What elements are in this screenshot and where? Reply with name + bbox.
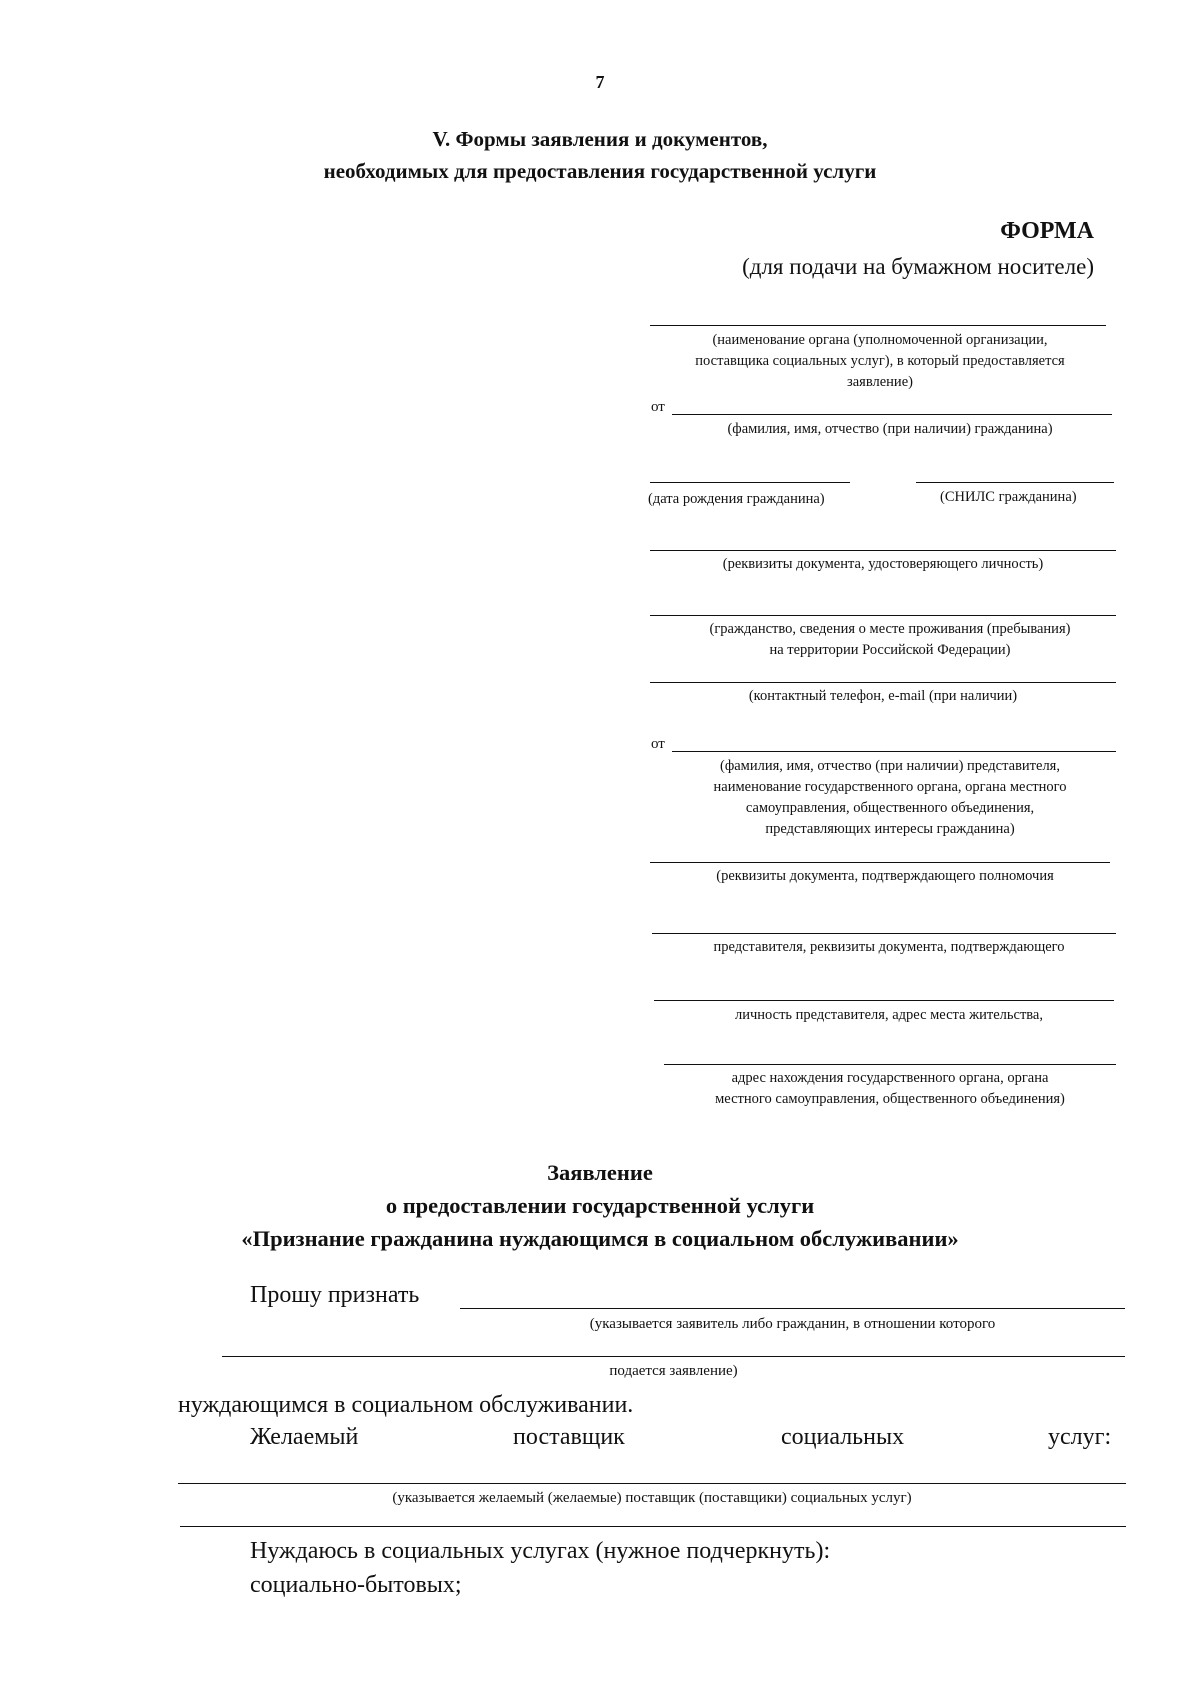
- birth-date-caption: (дата рождения гражданина): [648, 491, 825, 507]
- services-option-social-household[interactable]: социально-бытовых;: [250, 1572, 462, 1598]
- application-title-line: о предоставлении государственной услуги: [385, 1193, 815, 1218]
- provider-field-line[interactable]: [178, 1483, 1126, 1484]
- identity-field-line[interactable]: [654, 1000, 1114, 1001]
- citizenship-field-line[interactable]: [650, 615, 1116, 616]
- address-caption: [650, 1068, 1130, 1110]
- provider-field-line-2[interactable]: [180, 1526, 1126, 1527]
- request-field-line-2[interactable]: [222, 1356, 1125, 1357]
- needing-text: нуждающимся в социальном обслуживании.: [178, 1392, 634, 1418]
- caption-line: (наименование органа (уполномоченной организации,: [712, 332, 1048, 348]
- caption-line: поставщика социальных услуг), в который предоставляется: [695, 353, 1065, 369]
- representative-doc-field-line[interactable]: [652, 933, 1116, 934]
- caption-line: (гражданство, сведения о месте проживания (пребывания): [709, 621, 1071, 637]
- contact-field-line[interactable]: [650, 682, 1116, 683]
- id-document-caption: (реквизиты документа, удостоверяющего личность): [722, 556, 1044, 572]
- application-title-line: Заявление: [547, 1160, 653, 1185]
- request-caption: (указывается заявитель либо гражданин, в отношении которого: [589, 1316, 996, 1332]
- form-label: ФОРМА: [1000, 218, 1094, 244]
- form-subtitle: (для подачи на бумажном носителе): [742, 254, 1094, 279]
- request-label: Прошу признать: [250, 1282, 420, 1308]
- caption-line: наименование государственного органа, органа местного: [713, 779, 1067, 795]
- application-title-line: «Признание гражданина нуждающимся в социальном обслуживании»: [241, 1226, 959, 1251]
- application-title: [0, 1156, 1200, 1255]
- applicant-name-caption: (фамилия, имя, отчество (при наличии) гражданина): [727, 421, 1053, 437]
- services-line: Нуждаюсь в социальных услугах (нужное подчеркнуть):: [250, 1538, 831, 1564]
- snils-field-line[interactable]: [916, 482, 1114, 483]
- representative-caption: [650, 756, 1130, 840]
- caption-line: (фамилия, имя, отчество (при наличии) представителя,: [720, 758, 1060, 774]
- caption-line: представляющих интересы гражданина): [765, 821, 1015, 837]
- identity-caption: личность представителя, адрес места жительства,: [734, 1007, 1043, 1023]
- section-title-line: V. Формы заявления и документов,: [432, 127, 768, 151]
- representative-field-line[interactable]: [672, 751, 1116, 752]
- citizenship-caption: [650, 619, 1130, 661]
- provider-word: поставщик: [513, 1424, 625, 1450]
- from-label: от: [651, 399, 665, 415]
- representative-doc-caption: представителя, реквизиты документа, подтверждающего: [713, 939, 1065, 955]
- authority-caption: [640, 330, 1120, 393]
- authority-field-line[interactable]: [650, 325, 1106, 326]
- caption-line: местного самоуправления, общественного объединения): [715, 1091, 1065, 1107]
- authority-doc-field-line[interactable]: [650, 862, 1110, 863]
- from-label-representative: от: [651, 736, 665, 752]
- caption-line: на территории Российской Федерации): [769, 642, 1011, 658]
- applicant-name-field-line[interactable]: [672, 414, 1112, 415]
- page-number: 7: [595, 72, 605, 92]
- caption-line: заявление): [847, 374, 913, 390]
- birth-date-field-line[interactable]: [650, 482, 850, 483]
- provider-word: услуг:: [1048, 1424, 1112, 1450]
- request-field-line[interactable]: [460, 1308, 1125, 1309]
- provider-caption: (указывается желаемый (желаемые) поставщик (поставщики) социальных услуг): [392, 1490, 912, 1506]
- contact-caption: (контактный телефон, e-mail (при наличии): [748, 688, 1018, 704]
- caption-line: адрес нахождения государственного органа, органа: [731, 1070, 1049, 1086]
- request-caption-2: подается заявление): [609, 1363, 738, 1379]
- address-field-line[interactable]: [664, 1064, 1116, 1065]
- provider-word: социальных: [781, 1424, 905, 1450]
- caption-line: самоуправления, общественного объединения,: [745, 800, 1035, 816]
- section-title: [0, 123, 1200, 187]
- section-title-line: необходимых для предоставления государственной услуги: [323, 159, 877, 183]
- authority-doc-caption: (реквизиты документа, подтверждающего полномочия: [716, 868, 1054, 884]
- id-document-field-line[interactable]: [650, 550, 1116, 551]
- snils-caption: (СНИЛС гражданина): [940, 489, 1077, 505]
- provider-word: Желаемый: [250, 1424, 359, 1450]
